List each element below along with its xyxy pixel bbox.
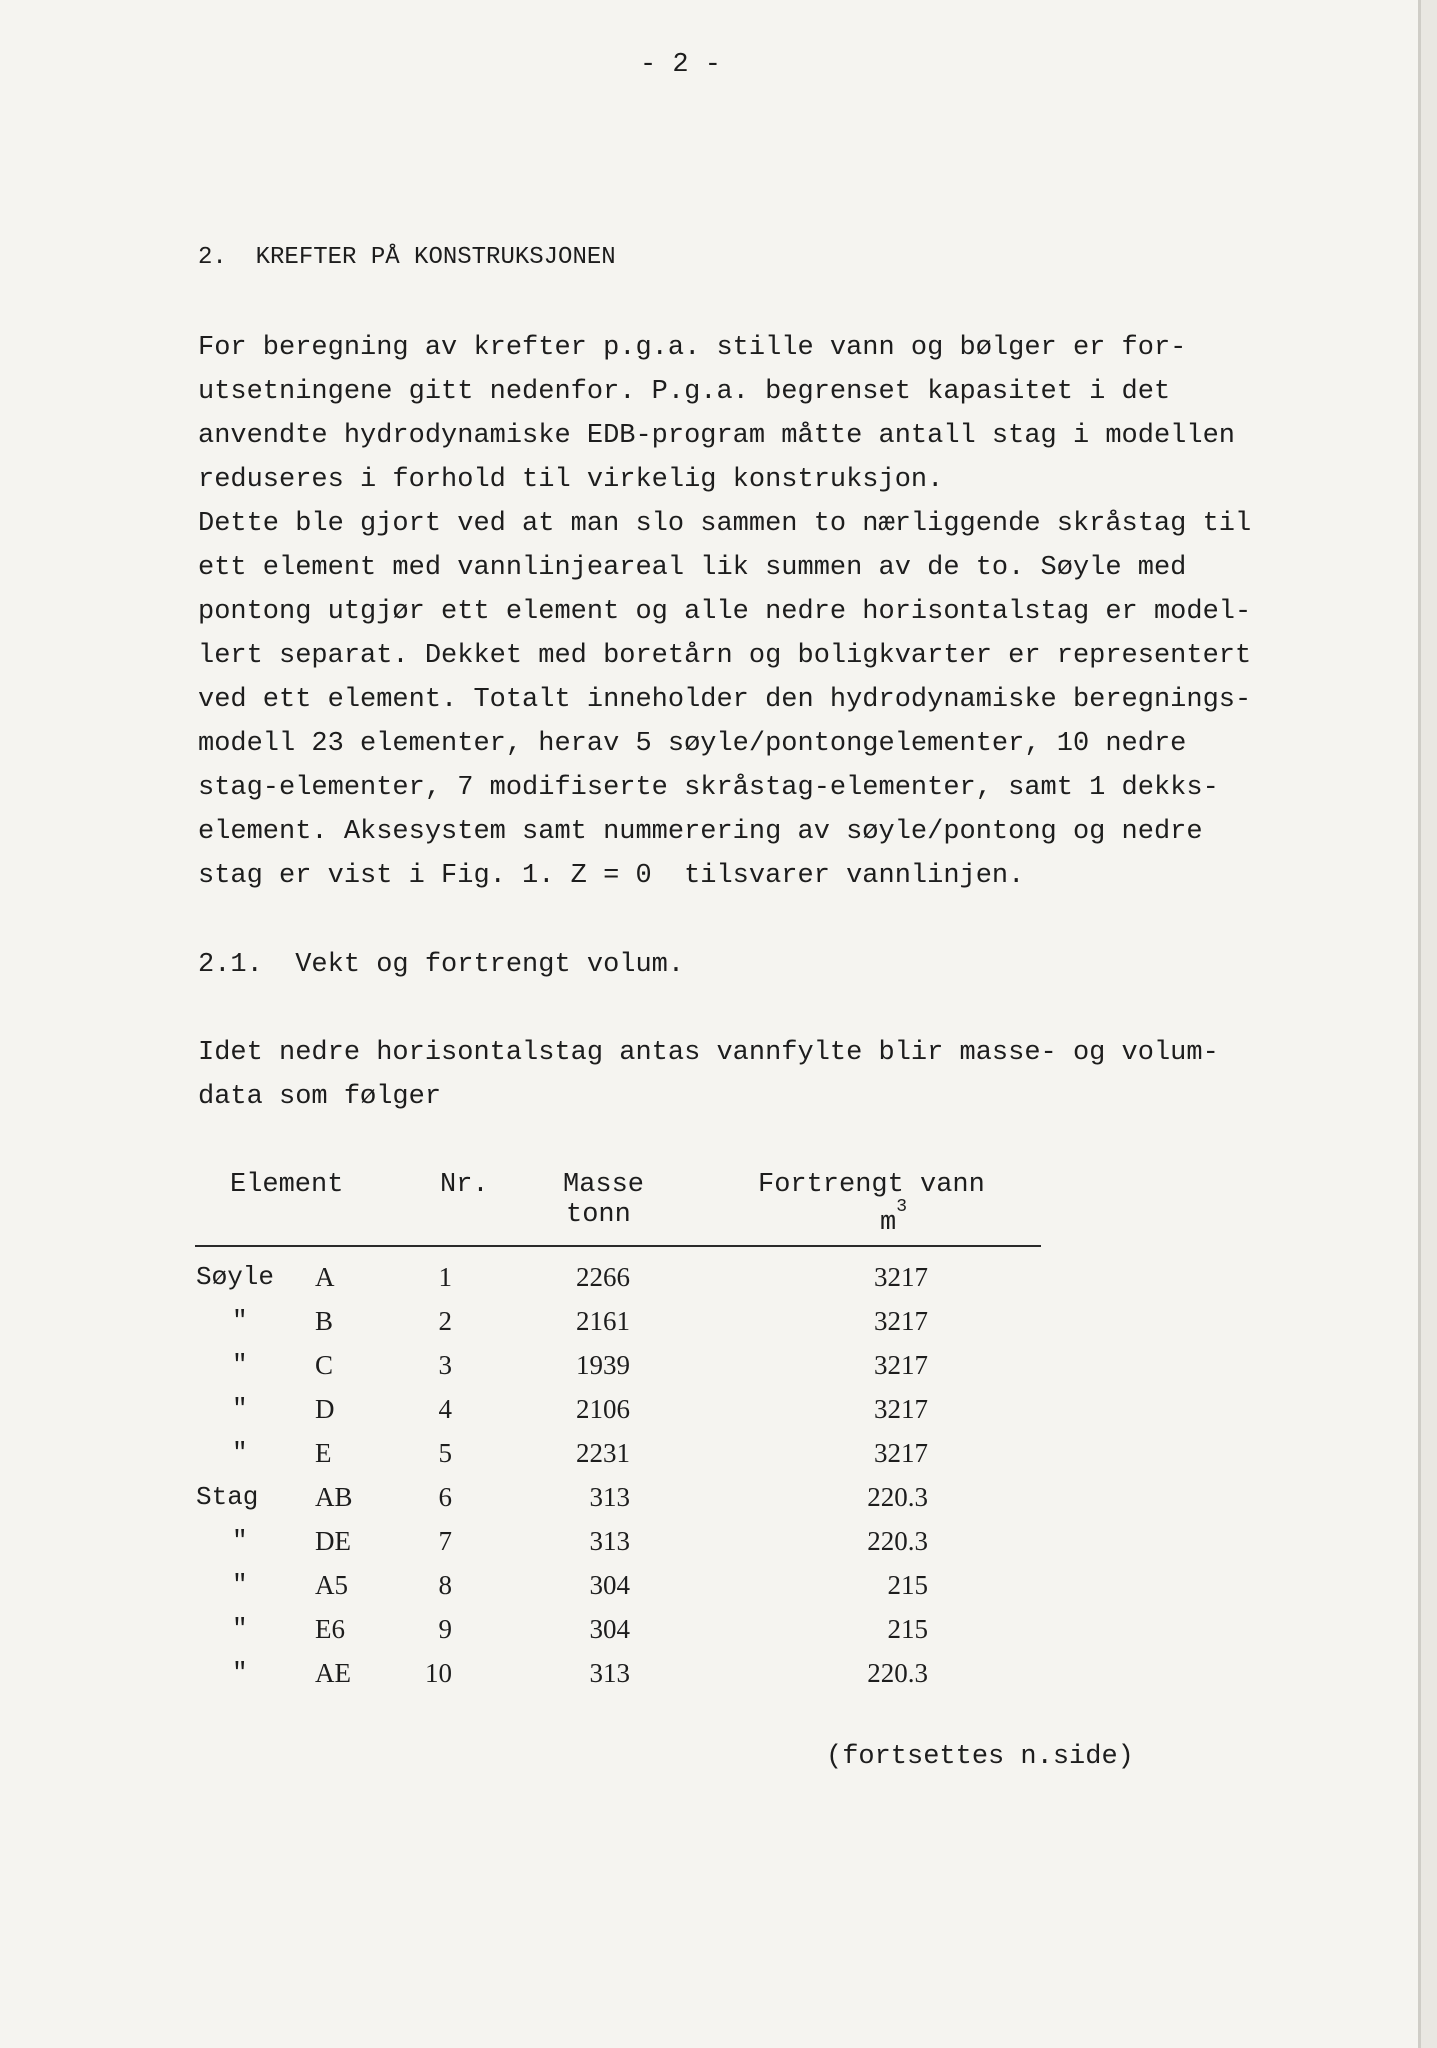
header-nr: Nr.	[440, 1170, 489, 1200]
header-masse: Masse	[563, 1170, 645, 1200]
cell-element-id: E	[315, 1438, 332, 1468]
paragraph-line: reduseres i forhold til virkelig konstruksjon.	[198, 465, 944, 495]
cell-element-type: "	[232, 1614, 248, 1644]
paragraph-line: utsetningene gitt nedenfor. P.g.a. begrenset kapasitet i det	[198, 377, 1171, 407]
paragraph-line: anvendte hydrodynamiske EDB-program måtte antall stag i modellen	[198, 421, 1235, 451]
paragraph-line: data som følger	[198, 1082, 442, 1112]
cell-element-type: Søyle	[196, 1262, 275, 1292]
cell-nr: 7	[438, 1526, 452, 1556]
cell-element-type: "	[232, 1394, 248, 1424]
cell-nr: 3	[438, 1350, 452, 1380]
cell-element-type: "	[232, 1658, 248, 1688]
cell-masse: 304	[589, 1570, 630, 1600]
cell-masse: 2106	[576, 1394, 630, 1424]
cell-nr: 9	[438, 1614, 452, 1644]
cell-fortrengt: 3217	[874, 1262, 928, 1292]
cell-masse: 2231	[576, 1438, 630, 1468]
cell-fortrengt: 220.3	[867, 1658, 928, 1688]
cell-element-type: "	[232, 1350, 248, 1380]
cell-nr: 8	[438, 1570, 452, 1600]
cell-fortrengt: 220.3	[867, 1482, 928, 1512]
cell-element-type: "	[232, 1526, 248, 1556]
cell-nr: 4	[438, 1394, 452, 1424]
header-fortrengt-unit: $m^3$	[880, 1197, 908, 1238]
cell-element-type: "	[232, 1306, 248, 1336]
cell-element-id: AE	[315, 1658, 351, 1688]
header-element: Element	[230, 1170, 344, 1200]
cell-element-id: D	[315, 1394, 335, 1424]
paragraph-line: element. Aksesystem samt nummerering av søyle/pontong og nedre	[198, 817, 1203, 847]
cell-fortrengt: 220.3	[867, 1526, 928, 1556]
cell-element-id: A	[315, 1262, 335, 1292]
cell-element-type: "	[232, 1438, 248, 1468]
header-fortrengt: Fortrengt vann	[758, 1170, 985, 1200]
subsection-heading: 2.1. Vekt og fortrengt volum.	[198, 950, 685, 980]
cell-fortrengt: 215	[887, 1614, 928, 1644]
paragraph-line: pontong utgjør ett element og alle nedre horisontalstag er model-	[198, 597, 1252, 627]
cell-element-id: B	[315, 1306, 334, 1336]
paragraph-line: lert separat. Dekket med boretårn og boligkvarter er representert	[198, 641, 1252, 671]
paragraph-line: ved ett element. Totalt inneholder den hydrodynamiske beregnings-	[198, 685, 1252, 715]
cubic-superscript: 3	[896, 1197, 908, 1217]
header-masse-unit: tonn	[566, 1200, 631, 1230]
paragraph-line: For beregning av krefter p.g.a. stille vann og bølger er for-	[198, 333, 1187, 363]
cell-fortrengt: 3217	[874, 1438, 928, 1468]
cell-masse: 313	[589, 1526, 630, 1556]
page-number: - 2 -	[640, 50, 722, 80]
paragraph-line: Idet nedre horisontalstag antas vannfylte blir masse- og volum-	[198, 1038, 1219, 1068]
cell-masse: 313	[589, 1482, 630, 1512]
cell-nr: 5	[438, 1438, 452, 1468]
paragraph-line: stag-elementer, 7 modifiserte skråstag-elementer, samt 1 dekks-	[198, 773, 1219, 803]
cell-nr: 10	[425, 1658, 452, 1688]
paragraph-line: ett element med vannlinjeareal lik summen av de to. Søyle med	[198, 553, 1187, 583]
cell-fortrengt: 3217	[874, 1306, 928, 1336]
cell-nr: 6	[438, 1482, 452, 1512]
cell-nr: 1	[438, 1262, 452, 1292]
cell-element-id: AB	[315, 1482, 353, 1512]
cell-fortrengt: 215	[887, 1570, 928, 1600]
continued-note: (fortsettes n.side)	[826, 1742, 1134, 1772]
cell-masse: 304	[589, 1614, 630, 1644]
cell-masse: 2266	[576, 1262, 630, 1292]
cell-element-id: E6	[315, 1614, 345, 1644]
cell-masse: 1939	[576, 1350, 630, 1380]
cell-fortrengt: 3217	[874, 1350, 928, 1380]
paragraph-line: modell 23 elementer, herav 5 søyle/pontongelementer, 10 nedre	[198, 729, 1187, 759]
cell-element-id: A5	[315, 1570, 348, 1600]
paragraph-line: stag er vist i Fig. 1. Z = 0 tilsvarer vannlinjen.	[198, 861, 1025, 891]
cell-masse: 2161	[576, 1306, 630, 1336]
cell-element-type: "	[232, 1570, 248, 1600]
section-heading: 2. KREFTER PÅ KONSTRUKSJONEN	[198, 244, 616, 271]
cell-nr: 2	[438, 1306, 452, 1336]
cell-element-id: DE	[315, 1526, 351, 1556]
cell-element-type: Stag	[196, 1482, 259, 1512]
table-header-rule	[195, 1245, 1041, 1247]
cell-fortrengt: 3217	[874, 1394, 928, 1424]
cell-masse: 313	[589, 1658, 630, 1688]
paragraph-line: Dette ble gjort ved at man slo sammen to nærliggende skråstag til	[198, 509, 1252, 539]
cell-element-id: C	[315, 1350, 334, 1380]
